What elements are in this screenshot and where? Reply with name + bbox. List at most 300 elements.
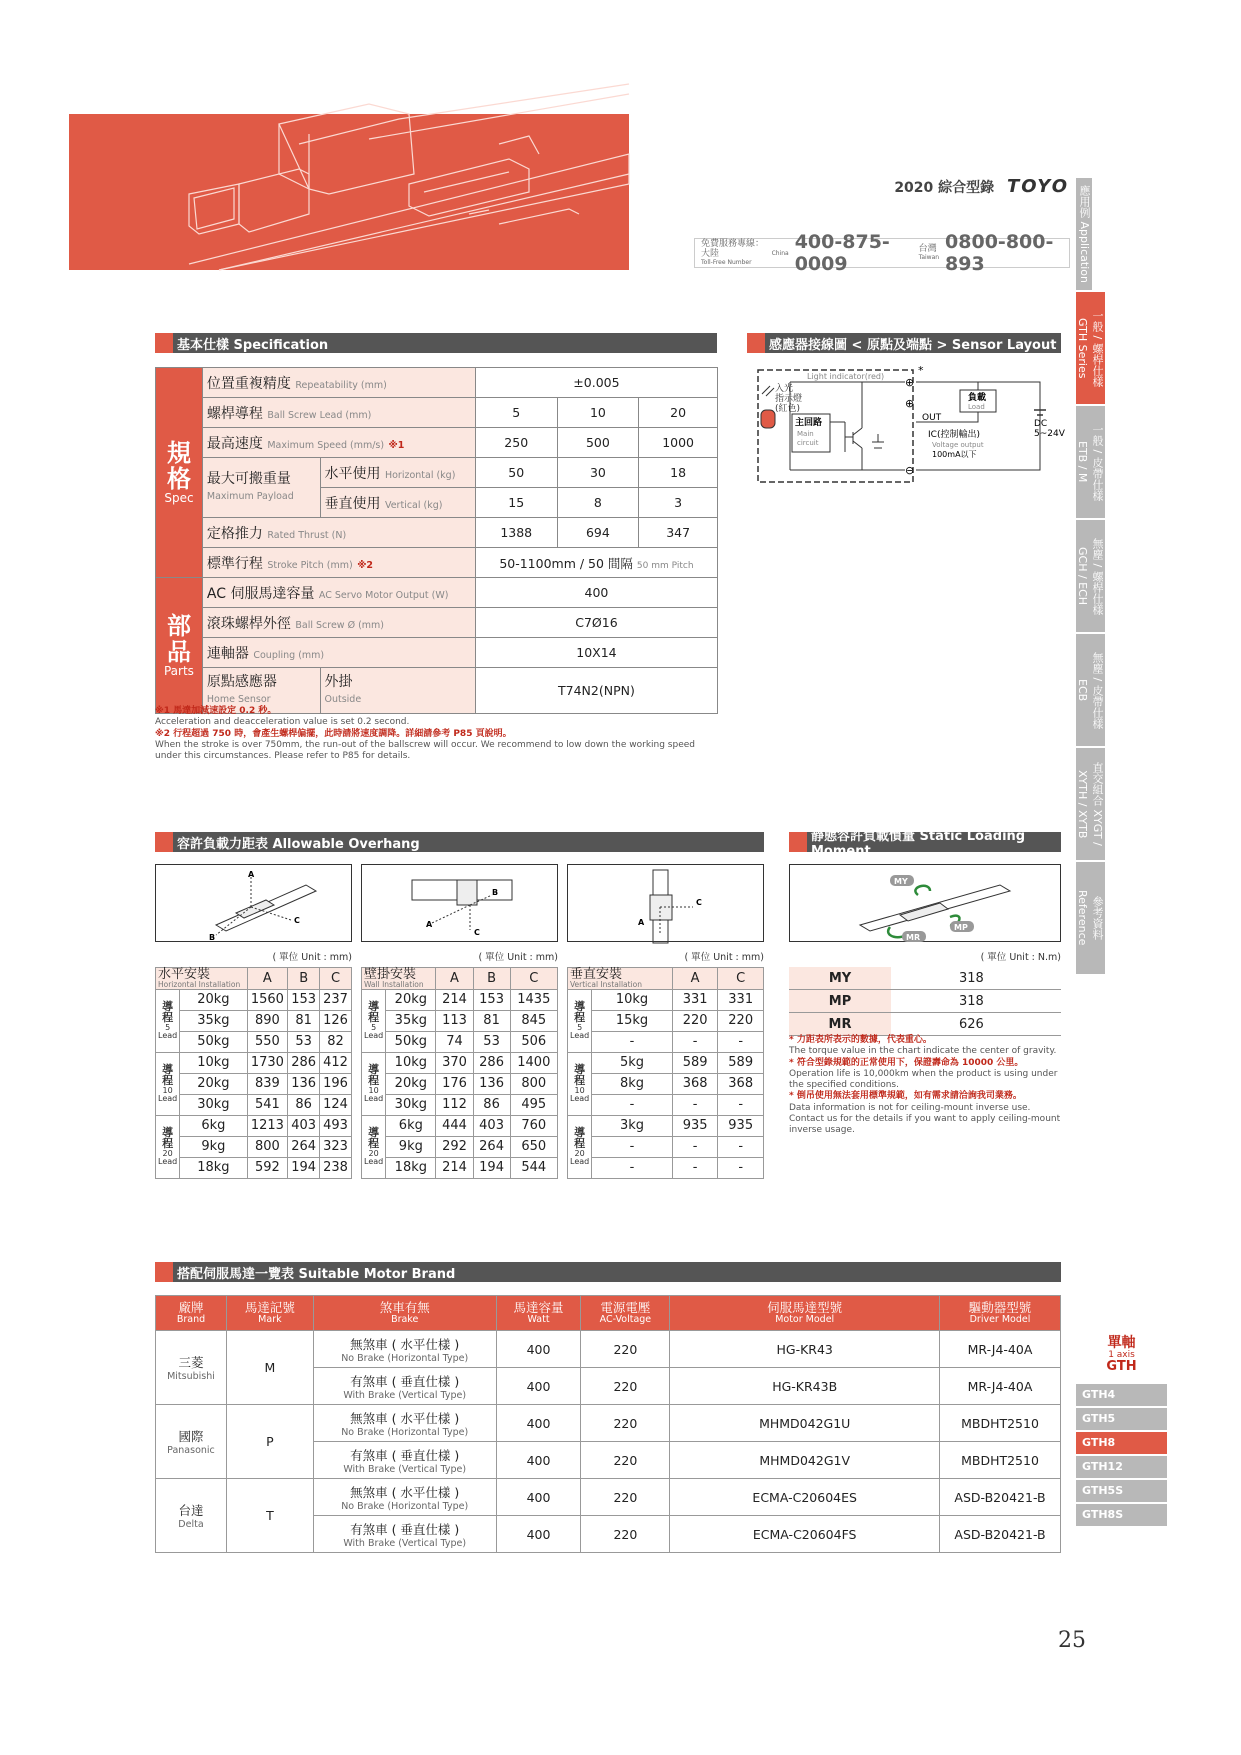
value-cell: - (592, 1157, 673, 1178)
lead-label-en: Lead (158, 1031, 178, 1041)
value-cell: 500 (557, 428, 639, 458)
table-header (362, 968, 558, 990)
spec-section-header (155, 333, 717, 353)
lead-cell (568, 1115, 592, 1178)
driver-model-cell: MR-J4-40A (940, 1368, 1061, 1405)
header-en: AC-Voltage (599, 1313, 652, 1325)
lead-value: 10 (162, 1085, 173, 1095)
catalog-title (894, 176, 1069, 197)
tab-reference[interactable] (1076, 862, 1105, 976)
tab-xygt[interactable] (1076, 748, 1105, 862)
light-arrow-icon (762, 386, 774, 396)
value-cell: 9kg (180, 1136, 247, 1157)
label-cn: 位置重複精度 (206, 375, 291, 392)
overhang-section-header (155, 832, 764, 852)
unit-label: ( 單位 Unit : mm) (478, 952, 558, 963)
value-cell: 800 (247, 1136, 288, 1157)
col-header (496, 1296, 581, 1331)
model-tab-gth8s[interactable]: GTH8S (1076, 1504, 1167, 1526)
install-name (568, 968, 673, 990)
table-row (156, 1405, 1061, 1442)
lead-label: 導程 (162, 999, 174, 1025)
install-name (362, 968, 436, 990)
model-tab-gth12[interactable]: GTH12 (1076, 1456, 1167, 1478)
brand-cn: 台達 (178, 1503, 204, 1518)
value-cell: 15kg (592, 1010, 673, 1031)
value-cell: 400 (475, 578, 717, 608)
lead-cell (156, 989, 180, 1052)
taiwan-label-en: Taiwan (918, 253, 940, 261)
table-row (362, 1157, 558, 1178)
model-tab-gth4[interactable]: GTH4 (1076, 1384, 1167, 1406)
hotline-label-en: Toll-Free Number (701, 258, 752, 266)
table-row (568, 1136, 764, 1157)
install-name (156, 968, 248, 990)
value-cell: 10kg (386, 1052, 436, 1073)
tab-label: 無塵 / 螺桿仕樣 GCH / ECH (1076, 537, 1104, 615)
row-label (202, 608, 475, 638)
taiwan-label: 台灣 (918, 243, 937, 254)
value-cell: 368 (672, 1073, 718, 1094)
col-header (226, 1296, 313, 1331)
brake-en: No Brake (Horizontal Type) (341, 1426, 469, 1438)
col-header: A (672, 968, 718, 990)
value-cell: 403 (473, 1115, 510, 1136)
table-row (156, 608, 718, 638)
current-label: 100mA以下 (932, 450, 977, 459)
col-header (670, 1296, 940, 1331)
table-row (362, 989, 558, 1010)
mark-cell: P (226, 1405, 313, 1479)
row-label (202, 578, 475, 608)
brake-en: With Brake (Vertical Type) (343, 1389, 467, 1401)
lead-label: 導程 (574, 999, 586, 1025)
unit-label: ( 單位 Unit : N.m) (980, 952, 1061, 963)
note-line: The torque value in the chart indicate the center of gravity. (789, 1046, 1057, 1057)
table-row (362, 1031, 558, 1052)
note-mark: ※2 (357, 559, 374, 571)
value-cell: 220 (672, 1010, 718, 1031)
sub-label (320, 488, 475, 518)
header-en: Watt (527, 1313, 550, 1325)
header-cn: 煞車有無 (379, 1300, 430, 1316)
spec-notes (155, 706, 720, 762)
label-en: Rated Thrust (N) (267, 529, 347, 541)
col-header: C (510, 968, 557, 990)
moment-value: 318 (891, 990, 1061, 1013)
voltage-output-label: Voltage output (932, 441, 984, 449)
brake-cell (313, 1331, 496, 1368)
col-header (940, 1296, 1061, 1331)
horizontal-install-diagram (155, 864, 352, 942)
brand-en: Delta (178, 1519, 204, 1530)
value-cell: 1388 (475, 518, 557, 548)
svg-text:A: A (638, 918, 645, 927)
value-cell: 81 (288, 1010, 320, 1031)
label-cn: AC 伺服馬達容量 (206, 585, 315, 602)
led-label-3: (紅色) (775, 404, 801, 414)
value-cell: 694 (557, 518, 639, 548)
value-cell: 8 (557, 488, 639, 518)
lead-label: 導程 (574, 1062, 586, 1088)
value-cell: 124 (320, 1094, 352, 1115)
driver-model-cell: MBDHT2510 (940, 1442, 1061, 1479)
minus-terminal: ⊖ (905, 464, 915, 477)
row-label (202, 398, 475, 428)
brake-en: With Brake (Vertical Type) (343, 1537, 467, 1549)
row-label (202, 368, 475, 398)
value-cell: 541 (247, 1094, 288, 1115)
axis-label (1076, 1336, 1167, 1374)
value-cell: - (592, 1094, 673, 1115)
mark-cell: M (226, 1331, 313, 1405)
value-cell: 86 (473, 1094, 510, 1115)
value-text-en: 50 mm Pitch (636, 560, 694, 571)
label-cn: 外掛 (324, 674, 353, 691)
value-cell: 550 (247, 1031, 288, 1052)
note-line: ※1 馬達加減速設定 0.2 秒。 (155, 706, 277, 716)
tab-label: 參考資料 Reference (1076, 890, 1104, 946)
overhang-table-wall (361, 967, 558, 1179)
label-en: Repeatability (mm) (295, 379, 387, 391)
table-row (156, 1136, 352, 1157)
lead-cell (156, 1052, 180, 1115)
value-cell: 35kg (386, 1010, 436, 1031)
load-label: 負載 (968, 393, 987, 403)
value-cell: 50 (475, 458, 557, 488)
col-header (581, 1296, 670, 1331)
install-name-en: Vertical Installation (570, 980, 642, 989)
lead-label-en: Lead (158, 1157, 178, 1167)
value-cell: 493 (320, 1115, 352, 1136)
brand-cell (156, 1405, 227, 1479)
value-cell: 30kg (386, 1094, 436, 1115)
note-line: * 符合型錄規範的正常使用下，保證壽命為 10000 公里。 (789, 1057, 1024, 1068)
col-header: B (473, 968, 510, 990)
side-category-tabs (1076, 178, 1167, 976)
diode-icon (872, 434, 884, 448)
moment-name: MP (789, 990, 891, 1013)
voltage-cell: 220 (581, 1405, 670, 1442)
value-cell: 10kg (180, 1052, 247, 1073)
moment-name: MY (789, 967, 891, 990)
lead-value: 20 (162, 1148, 173, 1158)
label-en: Stroke Pitch (mm) (267, 559, 353, 571)
col-header: A (247, 968, 288, 990)
value-cell: 53 (288, 1031, 320, 1052)
table-row (156, 1073, 352, 1094)
label-en: Vertical (kg) (384, 499, 443, 511)
main-circuit-label: 主回路 (795, 418, 823, 428)
driver-model-cell: ASD-B20421-B (940, 1516, 1061, 1553)
motor-model-cell: ECMA-C20604FS (670, 1516, 940, 1553)
lead-label-en: Lead (364, 1031, 384, 1041)
group-label: 部品 (166, 611, 191, 666)
install-name-cn: 水平安裝 (158, 967, 211, 982)
label-cn: 原點感應器 (206, 674, 277, 691)
value-cell: 292 (436, 1136, 473, 1157)
table-row (362, 1094, 558, 1115)
svg-text:A: A (426, 920, 433, 929)
value-cell: - (718, 1031, 764, 1052)
sensor-wiring-diagram (750, 362, 1065, 492)
table-row (156, 428, 718, 458)
value-cell: 136 (473, 1073, 510, 1094)
header-en: Brake (391, 1313, 419, 1325)
group-label: 規格 (166, 438, 191, 493)
value-cell: 126 (320, 1010, 352, 1031)
value-cell: 214 (436, 1157, 473, 1178)
overhang-table-vertical (567, 967, 764, 1179)
table-row (568, 1115, 764, 1136)
value-cell: 286 (288, 1052, 320, 1073)
label-cn: 定格推力 (206, 525, 263, 542)
tab-gth-series[interactable] (1076, 292, 1105, 406)
value-cell: - (672, 1094, 718, 1115)
value-cell: 506 (510, 1031, 557, 1052)
model-tab-gth5[interactable]: GTH5 (1076, 1408, 1167, 1430)
value-cell: 1730 (247, 1052, 288, 1073)
table-row (156, 518, 718, 548)
moment-value: 626 (891, 1013, 1061, 1036)
header-en: Brand (176, 1313, 206, 1325)
col-header: B (288, 968, 320, 990)
moment-section-header (789, 829, 1061, 859)
main-circuit-en-1: Main (797, 430, 814, 438)
section-title: 搭配伺服馬達一覽表 Suitable Motor Brand (177, 1266, 456, 1282)
actuator-illustration (69, 114, 629, 270)
label-en: Maximum Speed (mm/s) (267, 439, 385, 451)
tab-etb[interactable] (1076, 406, 1105, 520)
value-text: 50-1100mm / 50 間隔 (499, 555, 633, 571)
voltage-cell: 220 (581, 1442, 670, 1479)
table-row (789, 967, 1061, 990)
value-cell: 1400 (510, 1052, 557, 1073)
label-en: AC Servo Motor Output (W) (318, 589, 449, 601)
value-cell: 760 (510, 1115, 557, 1136)
table-row (568, 1010, 764, 1031)
value-cell: 176 (436, 1073, 473, 1094)
table-row (156, 1010, 352, 1031)
label-cn: 滾珠螺桿外徑 (206, 615, 291, 632)
lead-label-en: Lead (570, 1031, 590, 1041)
group-label-en: Parts (163, 664, 194, 679)
lead-label-en: Lead (158, 1094, 178, 1104)
table-row (362, 1136, 558, 1157)
lead-value: 5 (371, 1022, 377, 1032)
section-title: 感應器接線圖 < 原點及端點 > Sensor Layout (769, 337, 1057, 353)
lead-label-en: Lead (364, 1094, 384, 1104)
value-cell: 1213 (247, 1115, 288, 1136)
motor-model-cell: MHMD042G1V (670, 1442, 940, 1479)
value-cell: 112 (436, 1094, 473, 1115)
note-line: * 力距表所表示的數據，代表重心。 (789, 1035, 932, 1045)
section-title: 基本仕樣 Specification (177, 337, 329, 353)
table-row (362, 1052, 558, 1073)
table-row (568, 1031, 764, 1052)
voltage-cell: 220 (581, 1368, 670, 1405)
taiwan-number[interactable]: 0800-800-893 (945, 231, 1054, 275)
motor-model-cell: HG-KR43 (670, 1331, 940, 1368)
note-line: Contact us for the details if you want to apply ceiling-mount inverse usage. (789, 1113, 1061, 1135)
lead-cell (362, 989, 386, 1052)
dc-label: DC (1034, 419, 1048, 429)
light-indicator-label: Light indicator(red) (807, 372, 885, 381)
note-line: Data information is not for ceiling-mount inverse use. (789, 1102, 1031, 1113)
label-cn: 最大可搬重量 (206, 471, 291, 488)
value-cell: 412 (320, 1052, 352, 1073)
transistor-icon (853, 428, 862, 448)
model-nav (1076, 1384, 1167, 1528)
value-cell: 403 (288, 1115, 320, 1136)
lead-value: 20 (574, 1148, 585, 1158)
value-cell: 331 (672, 989, 718, 1010)
value-cell: 113 (436, 1010, 473, 1031)
value-cell: 10X14 (475, 638, 717, 668)
motor-model-cell: ECMA-C20604ES (670, 1479, 940, 1516)
lead-label: 導程 (162, 1125, 174, 1151)
voltage-cell: 220 (581, 1479, 670, 1516)
table-header (156, 968, 352, 990)
group-parts (156, 578, 203, 714)
lead-value: 10 (368, 1085, 379, 1095)
value-cell: 194 (473, 1157, 510, 1178)
row-label (202, 638, 475, 668)
value-cell: 20kg (180, 1073, 247, 1094)
value-cell: 331 (718, 989, 764, 1010)
header-cn: 廠牌 (178, 1300, 204, 1316)
table-row (156, 458, 718, 488)
value-cell: 74 (436, 1031, 473, 1052)
lead-value: 5 (165, 1022, 171, 1032)
lead-value: 5 (577, 1022, 583, 1032)
section-title: 靜態容許負載慣量 Static Loading Moment (811, 829, 1026, 859)
note-line: Operation life is 10,000km when the product is using under the specified conditions. (789, 1068, 1058, 1090)
value-cell: 196 (320, 1073, 352, 1094)
label-cn: 螺桿導程 (206, 405, 263, 422)
value-cell: 237 (320, 989, 352, 1010)
table-row (789, 1013, 1061, 1036)
sub-label (320, 458, 475, 488)
header-cn: 伺服馬達型號 (767, 1300, 843, 1316)
value-cell: 18kg (180, 1157, 247, 1178)
brand-cn: 三菱 (178, 1355, 204, 1370)
label-en: Ball Screw Ø (mm) (295, 619, 384, 631)
hotline-box (694, 231, 1070, 275)
table-row (156, 638, 718, 668)
model-tab-gth8[interactable]: GTH8 (1076, 1432, 1167, 1454)
lead-value: 10 (574, 1085, 585, 1095)
driver-model-cell: MBDHT2510 (940, 1405, 1061, 1442)
value-cell: 890 (247, 1010, 288, 1031)
china-number[interactable]: 400-875-0009 (794, 231, 890, 275)
tab-gch[interactable] (1076, 520, 1105, 634)
value-cell: 935 (718, 1115, 764, 1136)
lead-cell (362, 1052, 386, 1115)
header-cn: 電源電壓 (600, 1300, 651, 1316)
tab-label: 直交組合 XYGT / XYTH / XYTB (1076, 762, 1104, 846)
value-cell: 264 (288, 1136, 320, 1157)
value-cell: 20kg (386, 989, 436, 1010)
lead-label: 導程 (574, 1125, 586, 1151)
brake-cn: 無煞車 ( 水平仕樣 ) (350, 1336, 460, 1352)
value-cell (475, 548, 717, 578)
label-en: Coupling (mm) (253, 649, 325, 661)
unit-label: ( 單位 Unit : mm) (684, 952, 764, 963)
note-mark: ※1 (388, 439, 405, 451)
value-cell: 1435 (510, 989, 557, 1010)
value-cell: 9kg (386, 1136, 436, 1157)
label-en: Outside (324, 693, 362, 705)
label-en: Horizontal (kg) (384, 469, 456, 481)
lead-label: 導程 (368, 1062, 380, 1088)
catalog-label: 2020 綜合型錄 (894, 180, 995, 196)
col-header (313, 1296, 496, 1331)
header-en: Driver Model (969, 1313, 1031, 1325)
value-cell: 82 (320, 1031, 352, 1052)
tab-ecb[interactable] (1076, 634, 1105, 748)
table-row (156, 578, 718, 608)
overhang-table-horizontal (155, 967, 352, 1179)
brake-cn: 有煞車 ( 垂直仕樣 ) (350, 1373, 460, 1389)
value-cell: 20kg (180, 989, 247, 1010)
note-line: * 倒吊使用無法套用標準規範，如有需求請洽詢我司業務。 (789, 1091, 1022, 1102)
value-cell: 50kg (180, 1031, 247, 1052)
value-cell: 286 (473, 1052, 510, 1073)
value-cell: 264 (473, 1136, 510, 1157)
note-line: When the stroke is over 750mm, the run-out of the ballscrew will occur. We recommend to low down the working speed under this circumstances. Please refer to P85 for details. (155, 739, 695, 761)
tab-application[interactable] (1076, 178, 1092, 292)
moment-table (789, 967, 1061, 1036)
label-cn: 連軸器 (206, 645, 249, 662)
col-header: C (320, 968, 352, 990)
value-cell: 18 (639, 458, 718, 488)
dc-voltage-label: 5~24V (1034, 429, 1065, 439)
value-cell: C7Ø16 (475, 608, 717, 638)
star-mark: * (918, 364, 924, 377)
main-circuit-en-2: circuit (797, 439, 819, 447)
plus-terminal: ⊕ (905, 376, 915, 389)
lead-label-en: Lead (364, 1157, 384, 1167)
value-cell: 589 (672, 1052, 718, 1073)
install-name-en: Horizontal Installation (158, 980, 241, 989)
tab-label: 無塵 / 皮帶仕樣 ECB (1076, 651, 1104, 729)
axis-en: 1 axis (1108, 1349, 1135, 1360)
table-row (568, 1157, 764, 1178)
table-row (156, 1031, 352, 1052)
watt-cell: 400 (496, 1331, 581, 1368)
model-tab-gth5s[interactable]: GTH5S (1076, 1480, 1167, 1502)
label-cn: 水平使用 (324, 465, 381, 482)
value-cell: 6kg (386, 1115, 436, 1136)
lead-cell (568, 989, 592, 1052)
table-row (568, 1094, 764, 1115)
value-cell: 495 (510, 1094, 557, 1115)
page-number: 25 (1058, 1628, 1086, 1653)
table-row (789, 990, 1061, 1013)
note-line: Acceleration and deacceleration value is set 0.2 second. (155, 717, 410, 728)
value-cell: 800 (510, 1073, 557, 1094)
watt-cell: 400 (496, 1442, 581, 1479)
label-cn: 最高速度 (206, 435, 263, 452)
header-cn: 馬達記號 (244, 1300, 295, 1316)
table-header (156, 1296, 1061, 1331)
value-cell: 544 (510, 1157, 557, 1178)
value-cell: 53 (473, 1031, 510, 1052)
value-cell: - (718, 1136, 764, 1157)
motor-model-cell: MHMD042G1U (670, 1405, 940, 1442)
value-cell: 839 (247, 1073, 288, 1094)
